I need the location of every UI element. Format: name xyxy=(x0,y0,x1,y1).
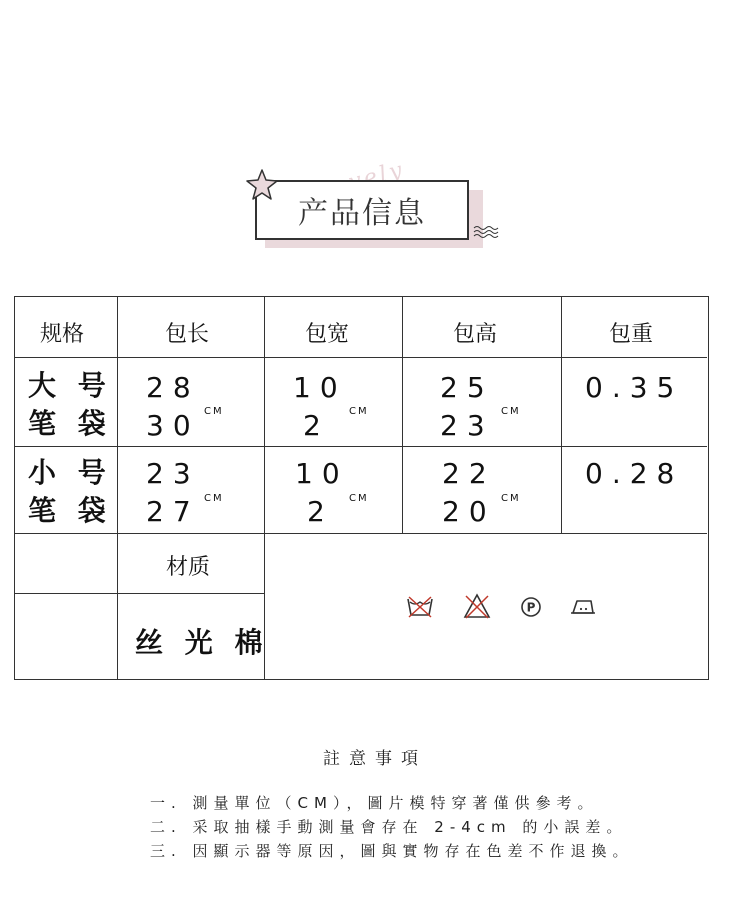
row-divider xyxy=(15,593,265,594)
large-width-2: 2 xyxy=(303,409,330,442)
row-name-large-line2: 笔 袋 xyxy=(28,407,112,440)
unit-label: CM xyxy=(204,406,224,417)
unit-label: CM xyxy=(501,493,521,504)
small-length-2: 27 xyxy=(146,495,200,528)
large-length-2: 30 xyxy=(146,409,200,442)
wave-icon xyxy=(473,224,499,240)
large-weight: 0.35 xyxy=(585,371,684,404)
header-length: 包长 xyxy=(165,322,210,347)
header-weight: 包重 xyxy=(609,322,654,347)
large-length-1: 28 xyxy=(146,371,200,404)
notes-title: 註意事項 xyxy=(323,749,427,769)
unit-label: CM xyxy=(349,493,369,504)
unit-label: CM xyxy=(501,406,521,417)
header-height: 包高 xyxy=(453,322,498,347)
row-name-small-line1: 小 号 xyxy=(28,456,112,489)
page-title: 产品信息 xyxy=(255,180,469,240)
unit-label: CM xyxy=(204,493,224,504)
small-length-1: 23 xyxy=(146,457,200,490)
small-width-1: 10 xyxy=(295,457,349,490)
col-divider xyxy=(402,297,403,533)
dry-clean-p-icon xyxy=(520,596,542,618)
no-wash-icon xyxy=(405,594,435,620)
small-height-1: 22 xyxy=(442,457,496,490)
large-width-1: 10 xyxy=(293,371,347,404)
col-divider xyxy=(117,297,118,679)
small-weight: 0.28 xyxy=(585,457,684,490)
row-divider xyxy=(15,533,707,534)
star-icon xyxy=(245,168,279,202)
row-divider xyxy=(15,446,707,447)
spec-table xyxy=(14,296,709,680)
svg-text:P: P xyxy=(526,600,536,615)
note-item: 三. 因顯示器等原因，圖與實物存在色差不作退換。 xyxy=(150,842,634,860)
row-divider xyxy=(15,357,707,358)
title-badge xyxy=(245,168,505,258)
row-name-large-line1: 大 号 xyxy=(28,369,112,402)
col-divider xyxy=(561,297,562,533)
material-value: 丝 光 棉 xyxy=(135,626,269,659)
header-width: 包宽 xyxy=(305,322,350,347)
no-bleach-icon xyxy=(463,593,491,620)
note-item: 一. 測量單位（CM），圖片模特穿著僅供參考。 xyxy=(150,794,599,812)
small-width-2: 2 xyxy=(307,495,334,528)
row-name-small-line2: 笔 袋 xyxy=(28,494,112,527)
header-spec: 规格 xyxy=(40,322,85,347)
note-item: 二. 采取抽樣手動測量會存在 2-4cm 的小誤差。 xyxy=(150,818,628,836)
large-height-1: 25 xyxy=(440,371,494,404)
unit-label: CM xyxy=(349,406,369,417)
iron-icon xyxy=(569,597,597,617)
small-height-2: 20 xyxy=(442,495,496,528)
material-label: 材质 xyxy=(166,555,211,580)
large-height-2: 23 xyxy=(440,409,494,442)
